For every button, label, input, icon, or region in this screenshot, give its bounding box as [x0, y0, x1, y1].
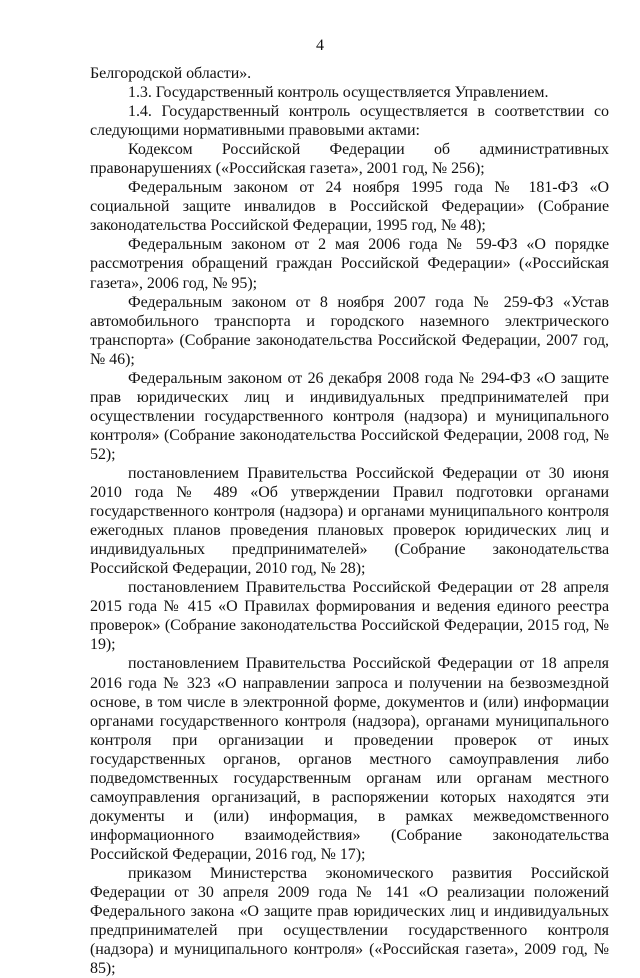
paragraph-law-259: Федеральным законом от 8 ноября 2007 года № 259-ФЗ «Устав автомобильного транспорта и городского наземного электрического транспорта» (Собрание законодательства Российской Федерации, 2007 год, № 46);	[90, 293, 609, 368]
paragraph-resolution-323: постановлением Правительства Российской Федерации от 18 апреля 2016 года № 323 «О направлении запроса и получении на безвозмездной основе, в том числе в электронной форме, документов и (или) информации органами государственного контроля (надзора), органами муниципального контроля при организации и проведении проверок от иных государственных органов, органов местного самоуправления либо подведомственных государственным органам или органам местного самоуправления организаций, в распоряжении которых находятся эти документы и (или) информация, в рамках межведомственного информационного взаимодействия» (Собрание законодательства Российской Федерации, 2016 год, № 17);	[90, 655, 609, 863]
paragraph-law-181: Федеральным законом от 24 ноября 1995 года № 181-ФЗ «О социальной защите инвалидов в Российской Федерации» (Собрание законодательства Российской Федерации, 1995 год, № 48);	[90, 179, 609, 235]
paragraph-1-4: 1.4. Государственный контроль осуществляется в соответствии со следующими нормативными правовыми актами:	[90, 103, 609, 140]
paragraph-law-59: Федеральным законом от 2 мая 2006 года № 59-ФЗ «О порядке рассмотрения обращений граждан Российской Федерации» («Российская газета», 2006 год, № 95);	[90, 236, 609, 292]
paragraph-order-141: приказом Министерства экономического развития Российской Федерации от 30 апреля 2009 года № 141 «О реализации положений Федерального закона «О защите прав юридических лиц и индивидуальных предпринимателей при осуществлении государственного контроля (надзора) и муниципального контроля» («Российская газета», 2009 год, № 85);	[90, 864, 609, 978]
paragraph-continuation: Белгородской области».	[90, 65, 252, 82]
paragraph-resolution-415: постановлением Правительства Российской Федерации от 28 апреля 2015 года № 415 «О Правилах формирования и ведения единого реестра проверок» (Собрание законодательства Российской Федерации, 2015 год, № 19);	[90, 579, 609, 654]
paragraph-1-3: 1.3. Государственный контроль осуществляется Управлением.	[128, 84, 549, 102]
document-body	[90, 64, 609, 978]
page-number: 4	[316, 37, 324, 54]
paragraph-law-294: Федеральным законом от 26 декабря 2008 года № 294-ФЗ «О защите прав юридических лиц и индивидуальных предпринимателей при осуществлении государственного контроля (надзора) и муниципального контроля» (Собрание законодательства Российской Федерации, 2008 год, № 52);	[90, 369, 609, 463]
paragraph-resolution-489: постановлением Правительства Российской Федерации от 30 июня 2010 года № 489 «Об утверждении Правил подготовки органами государственного контроля (надзора) и органами муниципального контроля ежегодных планов проведения плановых проверок юридических лиц и индивидуальных предпринимателей» (Собрание законодательства Российской Федерации, 2010 год, № 28);	[90, 464, 609, 578]
paragraph-koap: Кодексом Российской Федерации об административных правонарушениях («Российская газета», 2001 год, № 256);	[90, 141, 609, 178]
